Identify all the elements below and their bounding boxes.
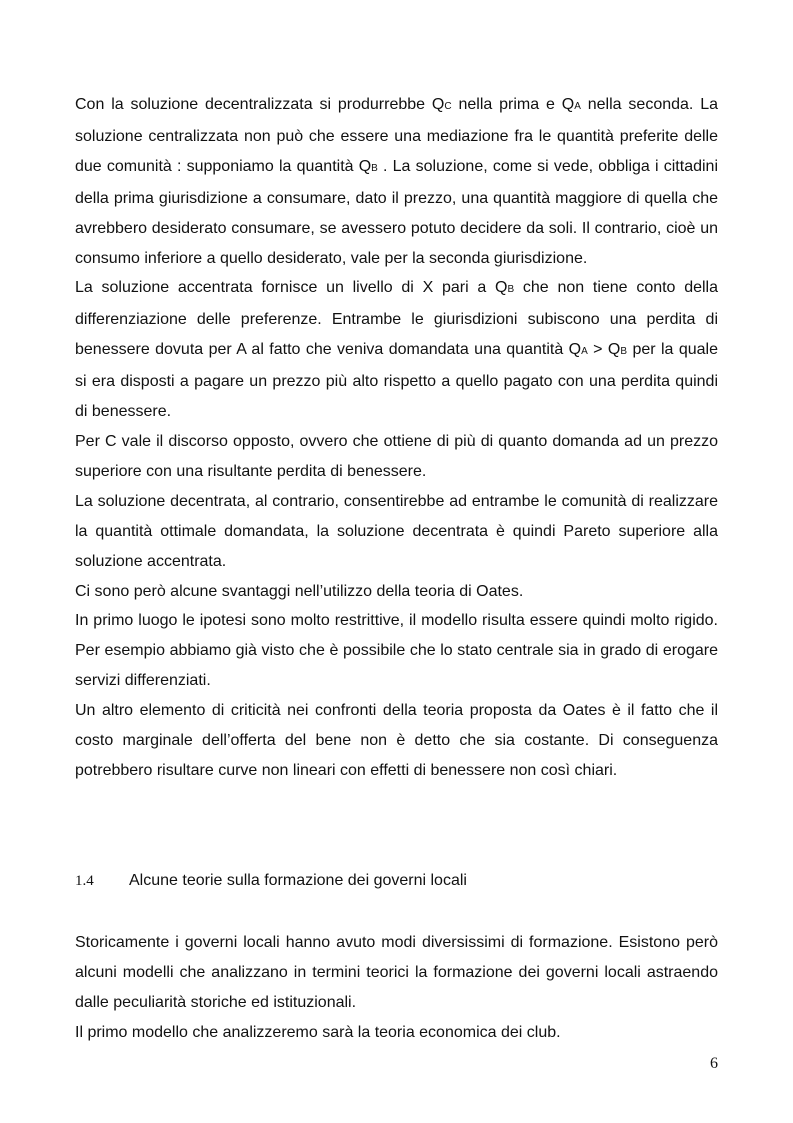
section-heading xyxy=(75,872,467,890)
body-text-top xyxy=(75,90,718,786)
subscript: B xyxy=(620,346,628,358)
body-text-bottom xyxy=(75,928,718,1048)
paragraph-decentralized-solution: Con la soluzione decentralizzata si produrrebbe QC nella prima e QA nella seconda. La soluzione centralizzata non può che essere una mediazione fra le quantità preferite delle due comunità : supponiamo la quantità QB . La soluzione, come si vede, obbliga i cittadini della prima giurisdizione a consumare, dato il prezzo, una quantità maggiore di quella che avrebbero desiderato consumare, se avessero potuto decidere da soli. Il contrario, cioè un consumo inferiore a quello desiderato, vale per la seconda giurisdizione. xyxy=(75,96,719,267)
page-number: 6 xyxy=(710,1055,718,1072)
subscript: C xyxy=(444,101,452,112)
paragraph-club-theory: Il primo modello che analizzeremo sarà la teoria economica dei club. xyxy=(75,1023,561,1041)
paragraph-disadvantages: Ci sono però alcune svantaggi nell’utilizzo della teoria di Oates. xyxy=(75,582,524,600)
subscript: A xyxy=(574,101,581,112)
paragraph-marginal-cost: Un altro elemento di criticità nei confronti della teoria proposta da Oates è il fatto che il costo marginale dell’offerta del bene non è detto che sia costante. Di conseguenza potrebbero risultare curve non lineari con effetti di benessere non così chiari. xyxy=(75,702,718,779)
paragraph-centralized-solution: La soluzione accentrata fornisce un livello di X pari a QB che non tiene conto della differenziazione delle preferenze. Entrambe le giurisdizioni subiscono una perdita di benessere dovuta per A al fatto che veniva domandata una quantità QA > QB per la quale si era disposti a pagare un prezzo più alto rispetto a quello pagato con una perdita quindi di benessere. xyxy=(75,279,719,421)
paragraph-restrictive-hypotheses: In primo luogo le ipotesi sono molto restrittive, il modello risulta essere quindi molto rigido. Per esempio abbiamo già visto che è possibile che lo stato centrale sia in grado di erogare servizi differenziati. xyxy=(75,612,718,690)
subscript: B xyxy=(371,162,378,174)
paragraph-case-c: Per C vale il discorso opposto, ovvero che ottiene di più di quanto domanda ad un prezzo superiore con una risultante perdita di benessere. xyxy=(75,432,718,480)
subscript: A xyxy=(581,346,588,358)
section-number: 1.4 xyxy=(75,873,94,889)
paragraph-pareto: La soluzione decentrata, al contrario, consentirebbe ad entrambe le comunità di realizzare la quantità ottimale domandata, la soluzione decentrata è quindi Pareto superiore alla soluzione accentrata. xyxy=(75,492,718,570)
paragraph-historical-formation: Storicamente i governi locali hanno avuto modi diversissimi di formazione. Esistono però alcuni modelli che analizzano in termini teorici la formazione dei governi locali astraendo dalle peculiarità storiche ed istituzionali. xyxy=(75,934,718,1011)
section-title: Alcune teorie sulla formazione dei governi locali xyxy=(129,872,467,889)
subscript: B xyxy=(507,284,515,296)
